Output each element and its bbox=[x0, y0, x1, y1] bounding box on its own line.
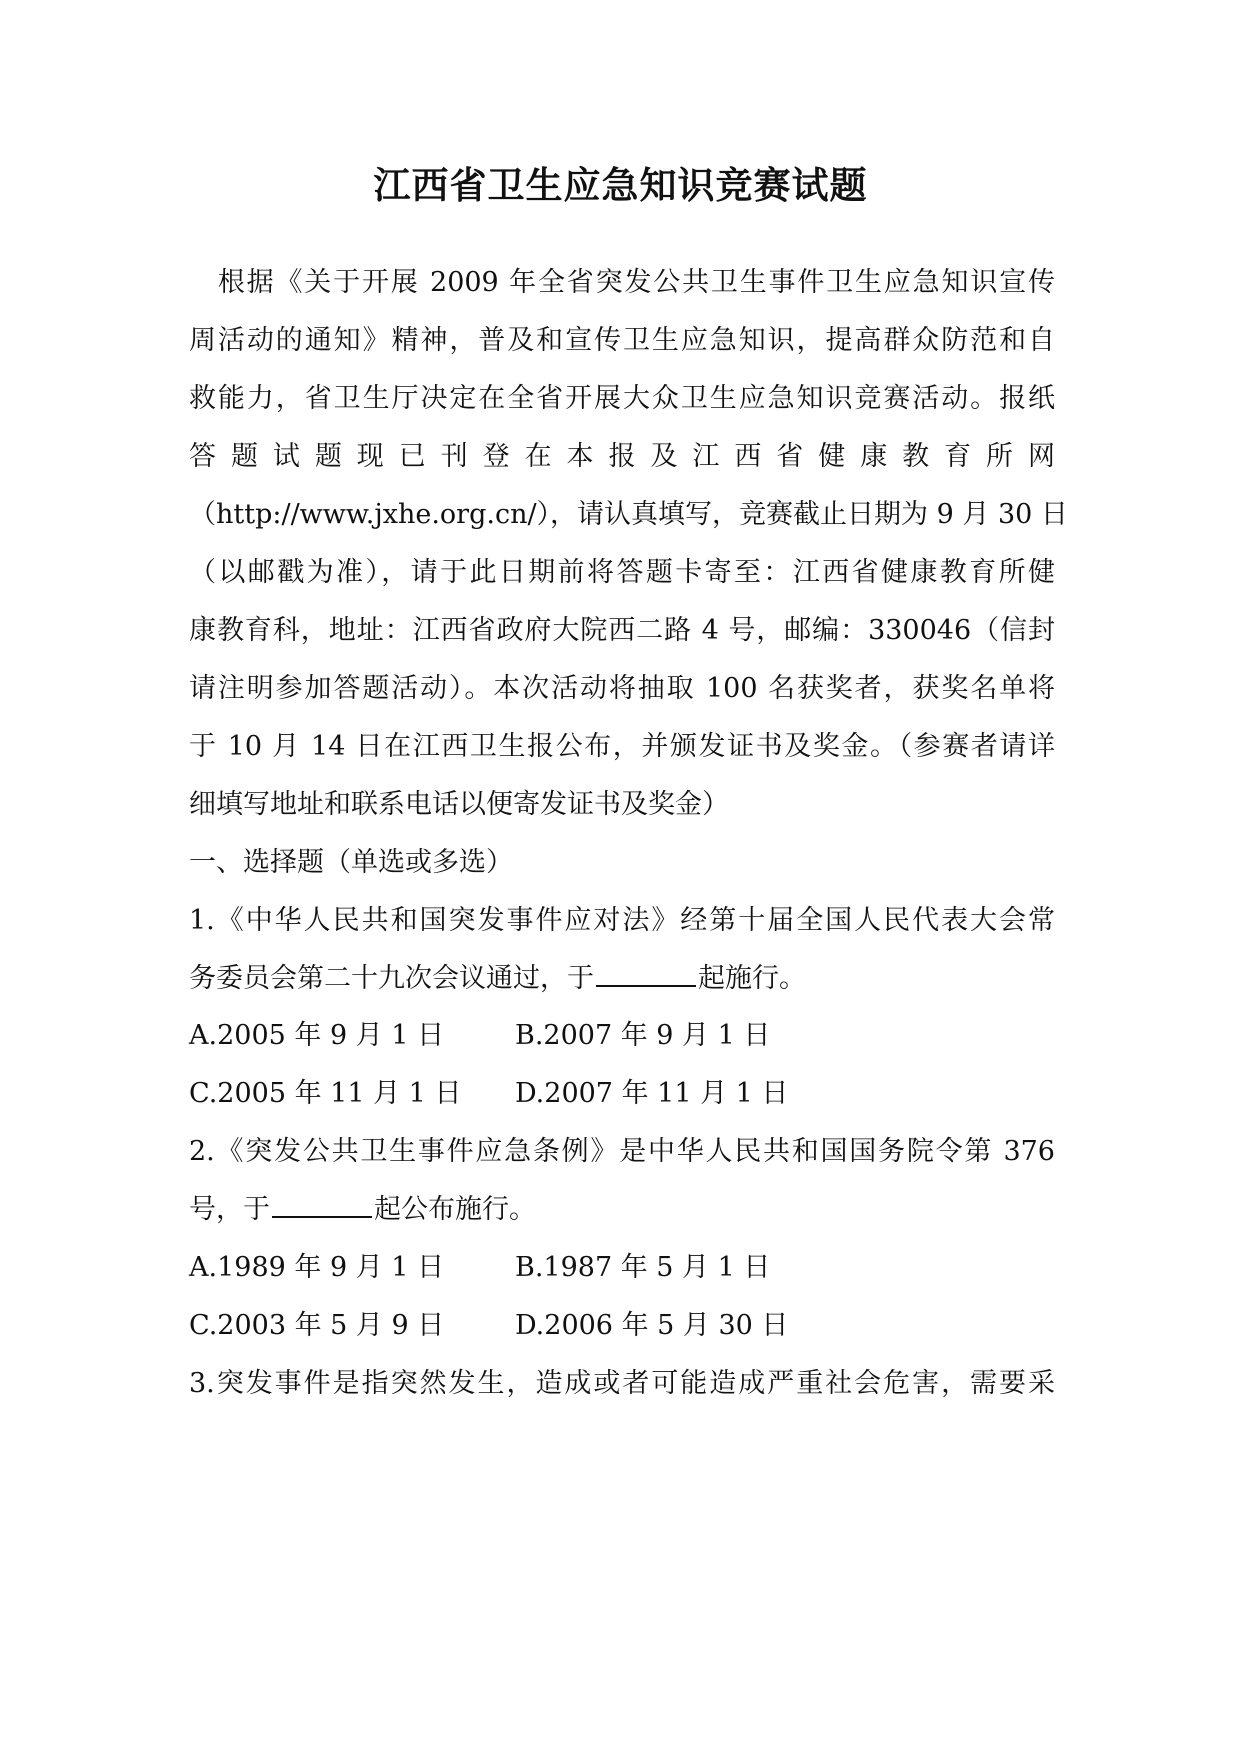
question-2-blank bbox=[272, 1190, 372, 1218]
question-3-stem-line-1: 3.突发事件是指突然发生，造成或者可能造成严重社会危害，需要采 bbox=[189, 1368, 1055, 1399]
question-2-option-b: B.1987 年 5 月 1 日 bbox=[515, 1252, 771, 1283]
question-1-stem-tail: 起施行。 bbox=[698, 963, 806, 994]
question-1-stem-line-1: 1.《中华人民共和国突发事件应对法》经第十届全国人民代表大会常 bbox=[189, 905, 1055, 936]
intro-line-2: 周活动的通知》精神，普及和宣传卫生应急知识，提高群众防范和自 bbox=[189, 325, 1055, 356]
intro-line-8: 请注明参加答题活动）。本次活动将抽取 100 名获奖者，获奖名单将 bbox=[189, 673, 1055, 704]
question-2-options-row-1 bbox=[189, 1248, 1055, 1288]
intro-line-5: （http://www.jxhe.org.cn/），请认真填写，竞赛截止日期为 9 月 30 日 bbox=[189, 499, 1068, 530]
question-1-option-a: A.2005 年 9 月 1 日 bbox=[189, 1020, 445, 1051]
question-2-option-d: D.2006 年 5 月 30 日 bbox=[515, 1310, 789, 1341]
intro-line-4: 答 题 试 题 现 已 刊 登 在 本 报 及 江 西 省 健 康 教 育 所 网 bbox=[189, 441, 1055, 472]
question-2-stem-line-1: 2.《突发公共卫生事件应急条例》是中华人民共和国国务院令第 376 bbox=[189, 1136, 1055, 1167]
question-1-options-row-1 bbox=[189, 1016, 1055, 1056]
document-title: 江西省卫生应急知识竞赛试题 bbox=[373, 163, 868, 207]
question-2-options-row-2 bbox=[189, 1306, 1055, 1346]
intro-line-9: 于 10 月 14 日在江西卫生报公布，并颁发证书及奖金。（参赛者请详 bbox=[189, 731, 1055, 762]
intro-line-3: 救能力，省卫生厅决定在全省开展大众卫生应急知识竞赛活动。报纸 bbox=[189, 383, 1055, 414]
question-1-stem-line-2 bbox=[189, 959, 1055, 999]
question-2-stem-text: 号，于 bbox=[189, 1194, 270, 1225]
intro-line-7: 康教育科，地址：江西省政府大院西二路 4 号，邮编：330046（信封 bbox=[189, 615, 1055, 646]
question-2-option-a: A.1989 年 9 月 1 日 bbox=[189, 1252, 445, 1283]
question-1-option-d: D.2007 年 11 月 1 日 bbox=[515, 1078, 789, 1109]
intro-line-1: 根据《关于开展 2009 年全省突发公共卫生事件卫生应急知识宣传 bbox=[189, 267, 1055, 298]
question-1-option-b: B.2007 年 9 月 1 日 bbox=[515, 1020, 771, 1051]
question-1-blank bbox=[596, 959, 696, 987]
intro-line-10: 细填写地址和联系电话以便寄发证书及奖金） bbox=[189, 789, 729, 820]
intro-line-6: （以邮戳为准），请于此日期前将答题卡寄至：江西省健康教育所健 bbox=[189, 557, 1055, 588]
question-1-option-c: C.2005 年 11 月 1 日 bbox=[189, 1078, 462, 1109]
question-1-stem-text: 务委员会第二十九次会议通过，于 bbox=[189, 963, 594, 994]
question-2-stem-tail: 起公布施行。 bbox=[374, 1194, 536, 1225]
question-1-options-row-2 bbox=[189, 1074, 1055, 1114]
question-2-option-c: C.2003 年 5 月 9 日 bbox=[189, 1310, 445, 1341]
question-2-stem-line-2 bbox=[189, 1190, 1055, 1230]
section-heading: 一、选择题（单选或多选） bbox=[189, 847, 513, 878]
